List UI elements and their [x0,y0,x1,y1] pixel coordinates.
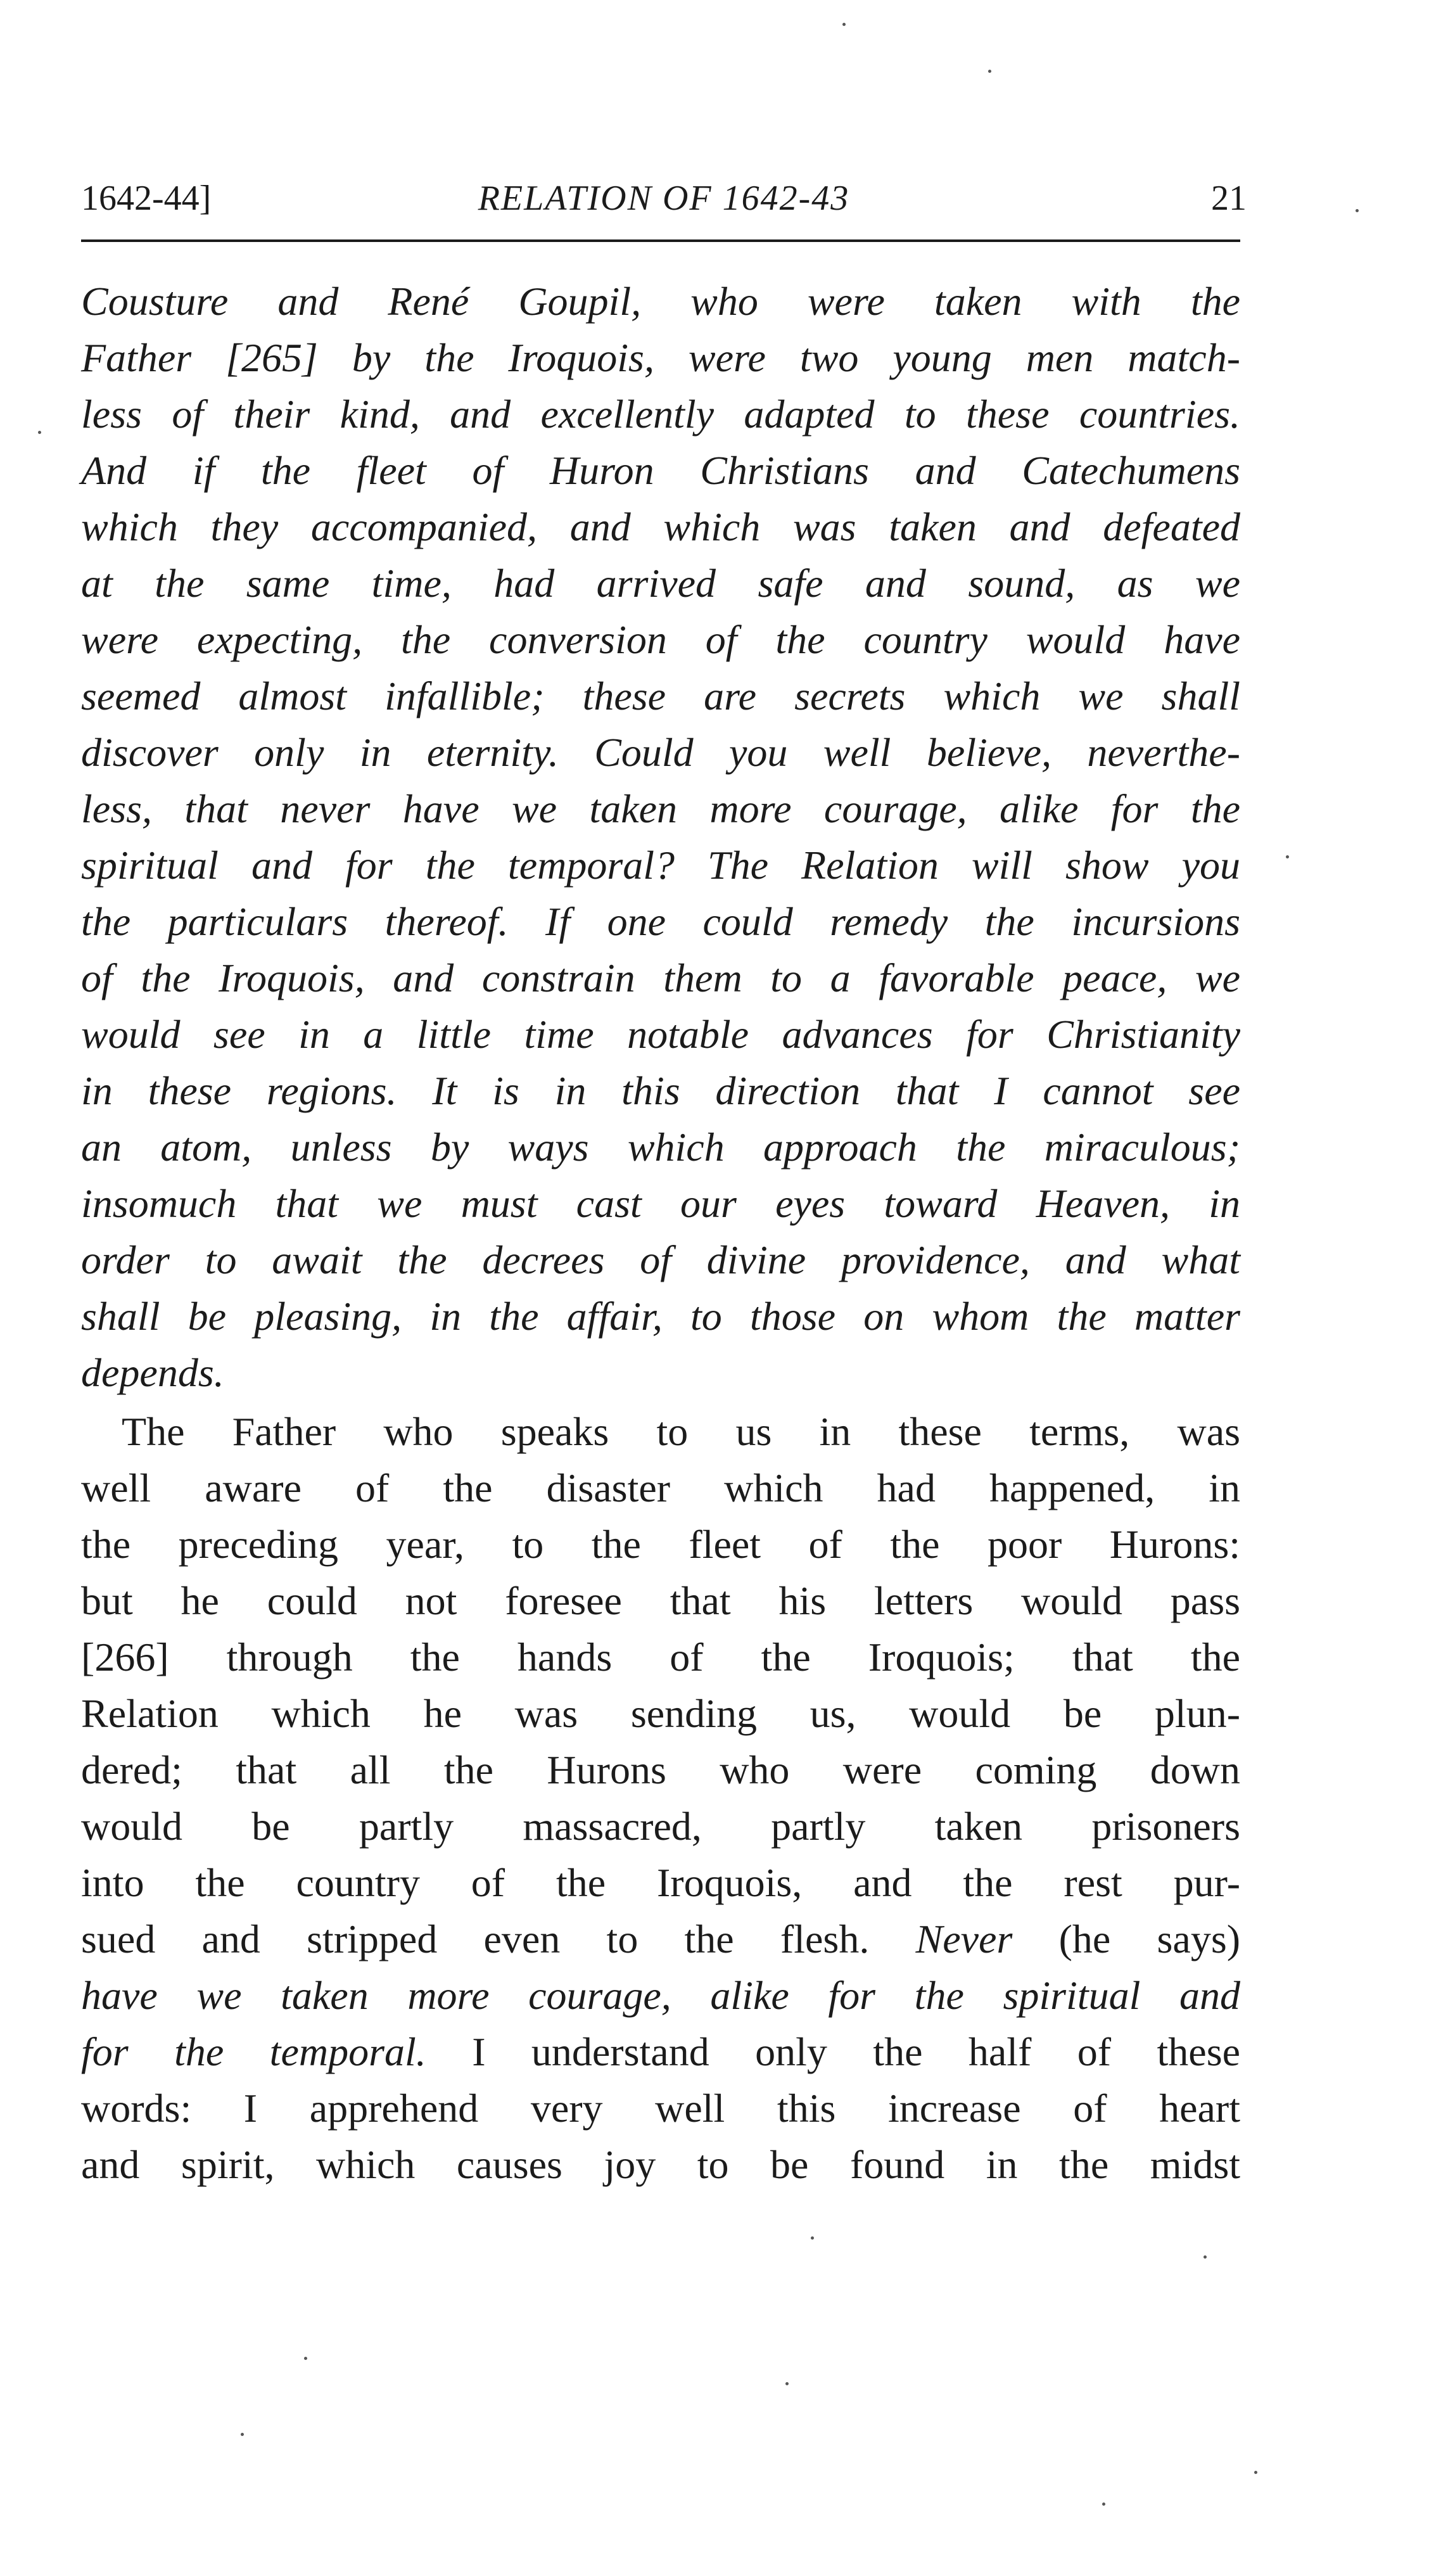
italic-line: insomuch that we must cast our eyes toward Heaven, in [81,1181,1240,1226]
header-title: RELATION OF 1642-43 [478,179,850,218]
quoted-segment: Never [915,1916,1013,1961]
body-line: Relation which he was sending us, would be plun- [81,1691,1240,1736]
italic-line: the particulars thereof. If one could remedy the incursions [81,899,1240,944]
running-header [81,170,1247,227]
scan-speck [1254,2471,1257,2474]
italic-line: depends. [81,1350,224,1395]
italic-line: spiritual and for the temporal? The Relation will show you [81,843,1240,888]
italic-line: an atom, unless by ways which approach the miraculous; [81,1125,1240,1170]
italic-line: order to await the decrees of divine providence, and what [81,1237,1240,1282]
italic-line: which they accompanied, and which was taken and defeated [81,504,1240,549]
quoted-segment: for the temporal. [81,2029,426,2074]
body-line: words: I apprehend very well this increase of heart [81,2086,1240,2131]
scan-speck [785,2382,789,2385]
body-segment: sued and stripped even to the flesh. [81,1916,870,1961]
body-line-mixed [81,2027,1240,2077]
italic-line: shall be pleasing, in the affair, to those on whom the matter [81,1294,1240,1339]
scan-speck [1286,855,1289,858]
body-segment: I understand only the half of these [472,2029,1241,2074]
body-line: [266] through the hands of the Iroquois; that the [81,1635,1240,1680]
body-line-mixed [81,1914,1240,1965]
body-segment: (he says) [1058,1916,1241,1961]
page-number: 21 [1211,179,1247,218]
scan-speck [38,431,41,434]
body-line: dered; that all the Hurons who were coming down [81,1747,1240,1792]
italic-line: less, that never have we taken more courage, alike for the [81,786,1240,831]
scan-speck [988,70,991,73]
header-rule [81,239,1240,242]
body-line: would be partly massacred, partly taken prisoners [81,1804,1240,1849]
italic-line: Cousture and René Goupil, who were taken with the [81,279,1240,324]
scan-speck [241,2433,244,2436]
italic-line: seemed almost infallible; these are secrets which we shall [81,673,1240,718]
italic-line: at the same time, had arrived safe and sound, as we [81,561,1240,606]
italic-line: less of their kind, and excellently adapted to these countries. [81,392,1240,437]
scan-speck [1356,209,1359,212]
body-line: but he could not foresee that his letters would pass [81,1578,1240,1623]
body-line: into the country of the Iroquois, and the rest pur- [81,1860,1240,1905]
body-line: The Father who speaks to us in these terms, was [122,1409,1240,1454]
body-line: well aware of the disaster which had happened, in [81,1465,1240,1510]
italic-line: And if the fleet of Huron Christians and Catechumens [81,448,1240,493]
scan-speck [1203,2255,1207,2259]
quoted-line: have we taken more courage, alike for the spiritual and [81,1973,1240,2018]
scan-speck [811,2236,814,2240]
italic-line: in these regions. It is in this direction that I cannot see [81,1068,1240,1113]
header-year-range: 1642-44] [81,179,212,218]
italic-line: discover only in eternity. Could you well believe, neverthe- [81,730,1240,775]
body-line: the preceding year, to the fleet of the poor Hurons: [81,1522,1240,1567]
italic-line: were expecting, the conversion of the country would have [81,617,1240,662]
scan-speck [304,2357,307,2360]
scan-speck [1102,2503,1105,2506]
italic-line: of the Iroquois, and constrain them to a favorable peace, we [81,955,1240,1000]
body-line: and spirit, which causes joy to be found in the midst [81,2142,1240,2187]
scan-speck [842,23,846,26]
italic-line: would see in a little time notable advances for Christianity [81,1012,1240,1057]
italic-line: Father [265] by the Iroquois, were two young men match- [81,335,1240,380]
